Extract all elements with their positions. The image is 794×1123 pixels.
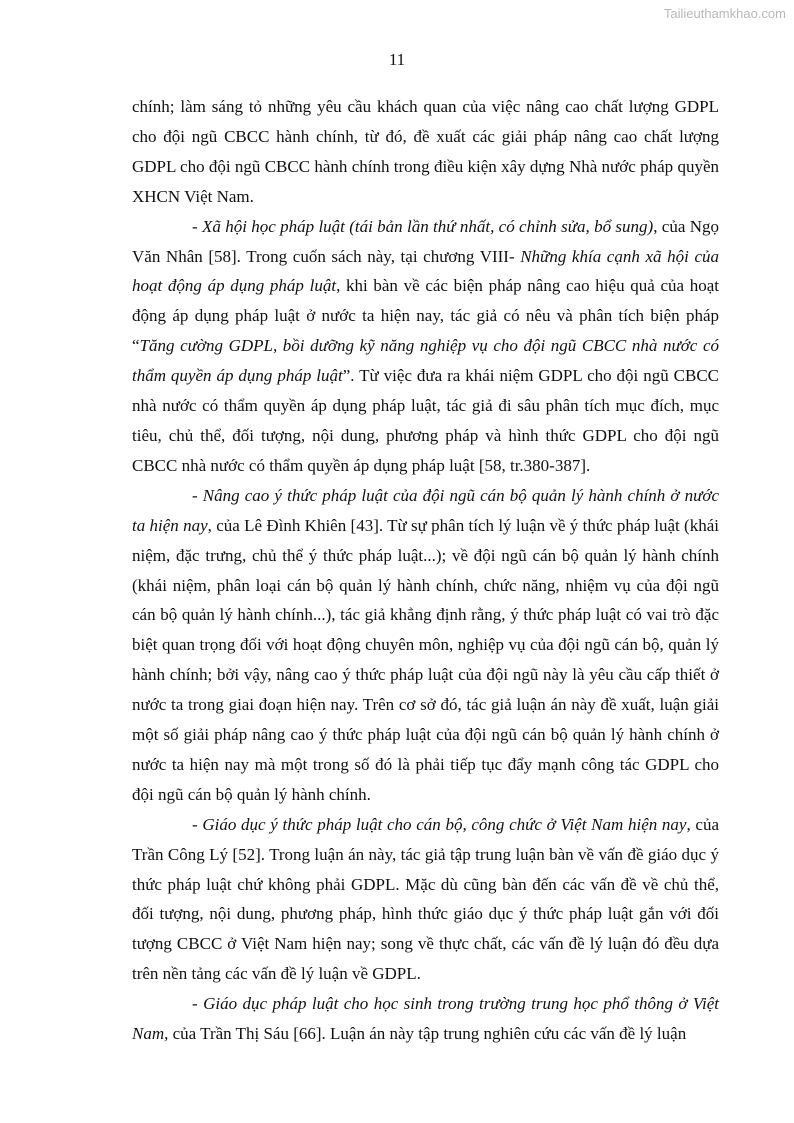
text-run: , khi bàn về các biện pháp nâng cao hiệu quả của hoạt động áp dụng pháp luật ở nước ta hiện nay, tác giả có nêu và phân tích biện pháp “ [132, 276, 720, 356]
text-run: ”. Từ việc đưa ra khái niệm GDPL cho đội ngũ CBCC nhà nước có thẩm quyền áp dụng pháp luật, tác giả đi sâu phân tích mục đích, mục tiêu, chủ thể, đối tượng, nội dung, phương pháp và hình thức GDPL cho đội ngũ CBCC nhà nước có thẩm quyền áp dụng pháp luật [58, tr.380-387]. [132, 366, 720, 475]
chapter-title: Những khía cạnh xã hội của hoạt động áp dụng pháp luật [132, 246, 719, 296]
document-body [132, 92, 719, 1049]
paragraph-2 [132, 212, 719, 481]
text-run: - [192, 994, 204, 1014]
text-run: , của Trần Thị Sáu [66]. Luận án này tập trung nghiên cứu các vấn đề lý luận [164, 1024, 687, 1044]
paragraph-5 [132, 989, 719, 1049]
watermark-text: Tailieuthamkhao.com [663, 6, 786, 21]
text-run: - [192, 485, 203, 505]
paragraph-3 [132, 481, 719, 810]
work-title: Nâng cao ý thức pháp luật của đội ngũ cán bộ quản lý hành chính ở nước ta hiện nay [132, 485, 719, 535]
text-run: , của Ngọ Văn Nhân [58]. Trong cuốn sách này, tại chương VIII- [132, 216, 719, 266]
measure-title: Tăng cường GDPL, bồi dưỡng kỹ năng nghiệp vụ cho đội ngũ CBCC nhà nước có thẩm quyền áp dụng pháp luật [132, 336, 719, 386]
text-run: - [192, 216, 202, 236]
book-title: Xã hội học pháp luật (tái bản lần thứ nhất, có chỉnh sửa, bổ sung) [202, 216, 654, 236]
text-run: chính; làm sáng tỏ những yêu cầu khách quan của việc nâng cao chất lượng GDPL cho đội ngũ CBCC hành chính, từ đó, đề xuất các giải pháp nâng cao chất lượng GDPL cho đội ngũ CBCC hành chính trong điều kiện xây dựng Nhà nước pháp quyền XHCN Việt Nam. [132, 97, 719, 206]
text-run: , của Trần Công Lý [52]. Trong luận án này, tác giả tập trung luận bàn về vấn đề giáo dục ý thức pháp luật chứ không phải GDPL. Mặc dù cũng bàn đến các vấn đề về chủ thể, đối tượng, nội dung, phương pháp, hình thức giáo dục ý thức pháp luật gắn với đối tượng CBCC ở Việt Nam hiện nay; song về thực chất, các vấn đề lý luận đó đều dựa trên nền tảng các vấn đề lý luận về GDPL. [132, 814, 719, 984]
paragraph-4 [132, 810, 719, 989]
paragraph-1 [132, 92, 719, 212]
work-title: Giáo dục pháp luật cho học sinh trong trường trung học phổ thông ở Việt Nam [132, 994, 719, 1044]
work-title: Giáo dục ý thức pháp luật cho cán bộ, công chức ở Việt Nam hiện nay [202, 814, 687, 834]
text-run: , của Lê Đình Khiên [43]. Từ sự phân tích lý luận về ý thức pháp luật (khái niệm, đặc trưng, chủ thể ý thức pháp luật...); về đội ngũ cán bộ quản lý hành chính (khái niệm, phân loại cán bộ quản lý hành chính, chức năng, nhiệm vụ của đội ngũ cán bộ quản lý hành chính...), tác giả khẳng định rằng, ý thức pháp luật có vai trò đặc biệt quan trọng đối với hoạt động chuyên môn, nghiệp vụ của đội ngũ cán bộ, quản lý hành chính; bởi vậy, nâng cao ý thức pháp luật của đội ngũ này là yêu cầu cấp thiết ở nước ta trong giai đoạn hiện nay. Trên cơ sở đó, tác giả luận án này đề xuất, luận giải một số giải pháp nâng cao ý thức pháp luật của đội ngũ cán bộ quản lý hành chính ở nước ta hiện nay mà một trong số đó là phải tiếp tục đẩy mạnh công tác GDPL cho đội ngũ cán bộ quản lý hành chính. [132, 515, 719, 804]
text-run: - [192, 814, 203, 834]
page-number: 11 [388, 50, 406, 69]
